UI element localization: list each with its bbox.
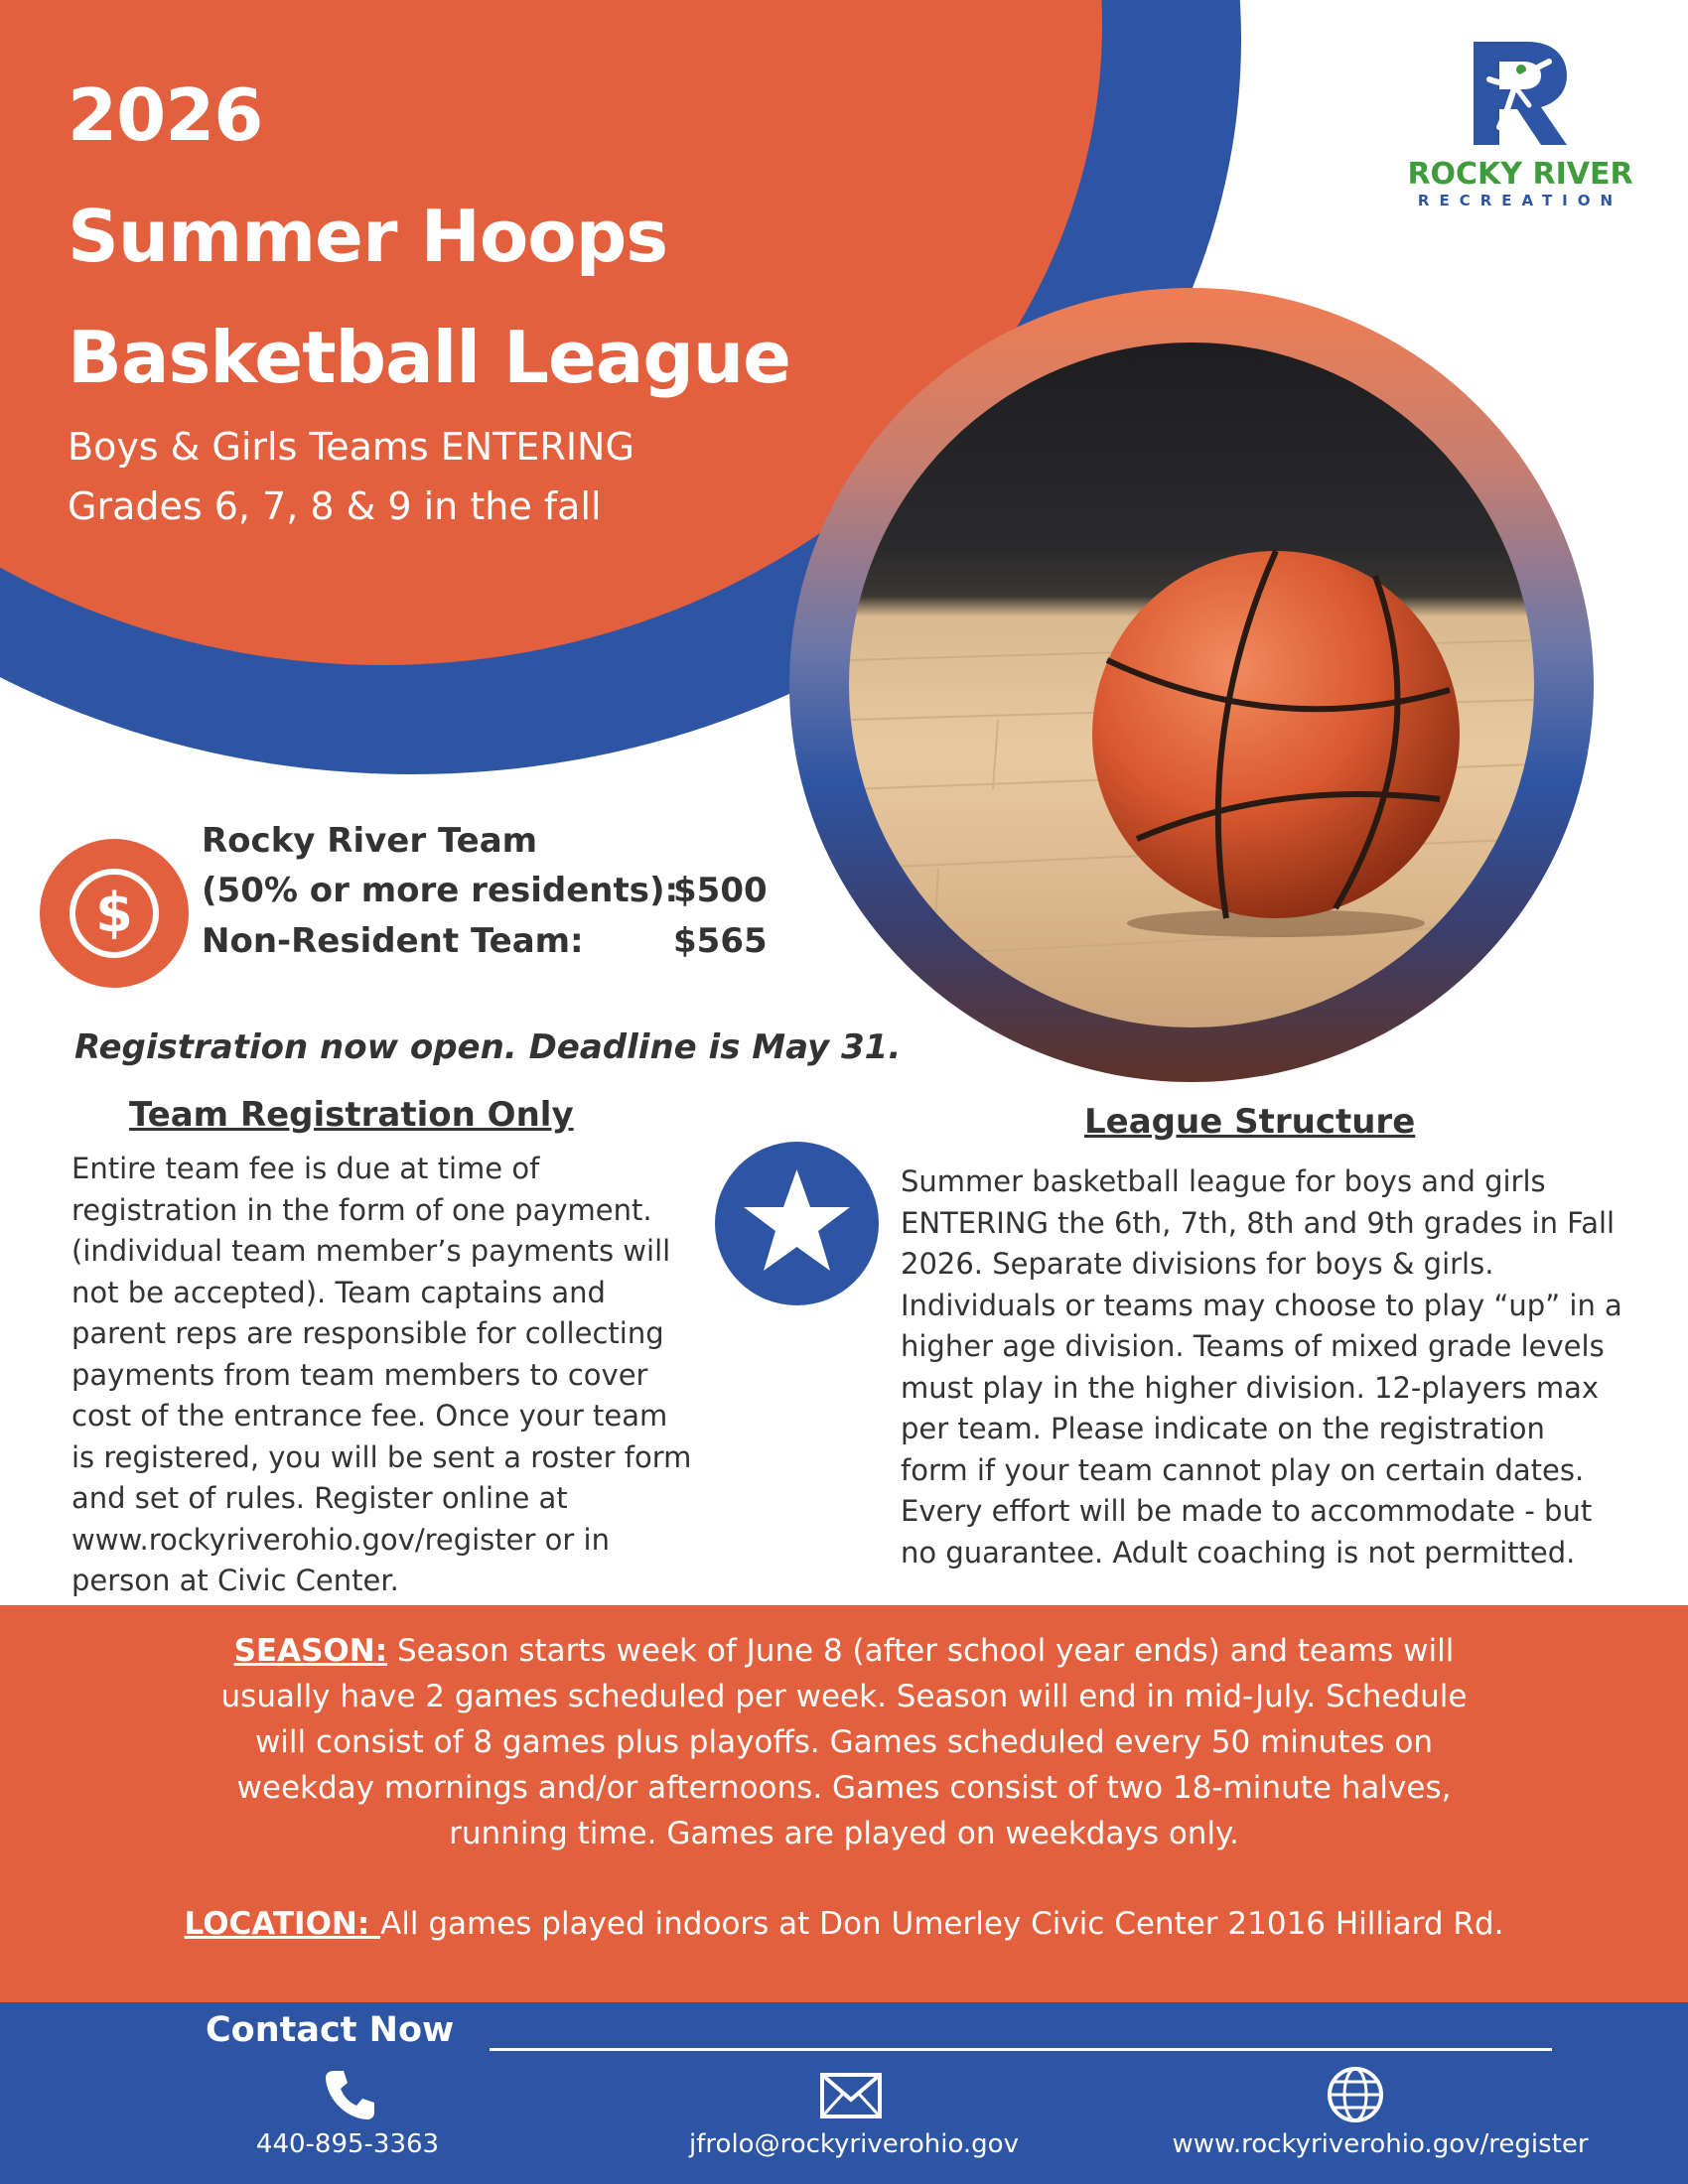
team-registration-line: and set of rules. Register online at — [71, 1481, 568, 1515]
league-structure-line: Individuals or teams may choose to play “up” in a — [901, 1288, 1622, 1322]
team-registration-line: (individual team member’s payments will — [71, 1234, 671, 1268]
season-text — [119, 1628, 1569, 1856]
subtitle-line-2: Grades 6, 7, 8 & 9 in the fall — [68, 484, 602, 528]
contact-website[interactable]: www.rockyriverohio.gov/register — [1172, 2129, 1589, 2159]
season-line-first — [119, 1628, 1569, 1674]
league-structure-line: Summer basketball league for boys and girls — [901, 1164, 1546, 1198]
subtitle-line-1: Boys & Girls Teams ENTERING — [68, 425, 634, 469]
league-structure-line: no guarantee. Adult coaching is not permitted. — [901, 1535, 1576, 1570]
contact-phone[interactable]: 440-895-3363 — [255, 2129, 440, 2159]
season-line: usually have 2 games scheduled per week. Season will end in mid-July. Schedule — [220, 1679, 1468, 1714]
season-line: weekday mornings and/or afternoons. Games consist of two 18-minute halves, — [236, 1770, 1452, 1806]
fee-resident-team-label: Rocky River Team — [202, 821, 538, 861]
title-line-summer-hoops: Summer Hoops — [68, 195, 668, 278]
league-structure-line: 2026. Separate divisions for boys & girls. — [901, 1247, 1494, 1281]
fee-nonresident-price: $565 — [673, 921, 768, 961]
contact-divider — [490, 2048, 1552, 2051]
season-label: SEASON: — [233, 1633, 388, 1669]
season-line-1: Season starts week of June 8 (after school year ends) and teams will — [387, 1633, 1455, 1669]
fee-resident-price: $500 — [673, 871, 768, 910]
globe-icon — [1326, 2065, 1385, 2124]
contact-heading: Contact Now — [206, 2010, 455, 2050]
fee-resident-criteria: (50% or more residents): — [202, 871, 679, 910]
rocky-river-recreation-logo — [1390, 40, 1648, 213]
league-structure-line: ENTERING the 6th, 7th, 8th and 9th grades in Fall — [901, 1205, 1616, 1240]
subtitle — [68, 417, 822, 536]
logo-subtitle: RECREATION — [1417, 192, 1623, 209]
title-line-year: 2026 — [68, 73, 263, 157]
location-address: All games played indoors at Don Umerley Civic Center 21016 Hilliard Rd. — [380, 1906, 1504, 1942]
team-registration-line: payments from team members to cover — [71, 1357, 648, 1392]
team-registration-body — [71, 1149, 727, 1602]
team-registration-line: person at Civic Center. — [71, 1564, 399, 1597]
location-label: LOCATION: — [184, 1906, 381, 1942]
league-structure-line: Every effort will be made to accommodate - but — [901, 1494, 1593, 1528]
phone-icon — [320, 2065, 379, 2124]
team-registration-line: cost of the entrance fee. Once your team — [71, 1399, 668, 1433]
mail-icon — [819, 2072, 883, 2119]
season-line: will consist of 8 games plus playoffs. Games scheduled every 50 minutes on — [254, 1724, 1434, 1760]
title-line-basketball-league: Basketball League — [68, 316, 790, 399]
dollar-icon — [40, 839, 189, 988]
contact-email[interactable]: jfrolo@rockyriverohio.gov — [689, 2129, 1019, 2159]
fee-nonresident-label: Non-Resident Team: — [202, 921, 584, 961]
league-structure-line: form if your team cannot play on certain dates. — [901, 1452, 1585, 1487]
registration-deadline: Registration now open. Deadline is May 31. — [74, 1027, 902, 1067]
star-icon — [715, 1142, 879, 1305]
dollar-symbol: $ — [70, 869, 159, 958]
season-line: running time. Games are played on weekdays only. — [449, 1816, 1239, 1851]
team-registration-line: is registered, you will be sent a roster form — [71, 1439, 692, 1474]
league-structure-heading: League Structure — [1084, 1102, 1416, 1142]
star-shape — [715, 1142, 879, 1305]
team-registration-line: www.rockyriverohio.gov/register or in — [71, 1522, 610, 1557]
team-registration-line: not be accepted). Team captains and — [71, 1275, 606, 1309]
league-structure-body — [901, 1161, 1655, 1573]
team-registration-line: parent reps are responsible for collecting — [71, 1316, 664, 1350]
basketball-icon — [1077, 541, 1475, 938]
team-registration-heading: Team Registration Only — [129, 1095, 574, 1135]
league-structure-line: higher age division. Teams of mixed grade levels — [901, 1329, 1605, 1363]
basketball-photo — [849, 342, 1534, 1027]
league-structure-line: per team. Please indicate on the registration — [901, 1412, 1545, 1445]
location-text — [60, 1901, 1628, 1947]
logo-r-figure-icon — [1470, 40, 1569, 147]
team-registration-line: registration in the form of one payment. — [71, 1192, 652, 1227]
league-structure-line: must play in the higher division. 12-players max — [901, 1370, 1600, 1405]
logo-name: ROCKY RIVER — [1407, 157, 1633, 192]
team-registration-line: Entire team fee is due at time of — [71, 1152, 540, 1185]
